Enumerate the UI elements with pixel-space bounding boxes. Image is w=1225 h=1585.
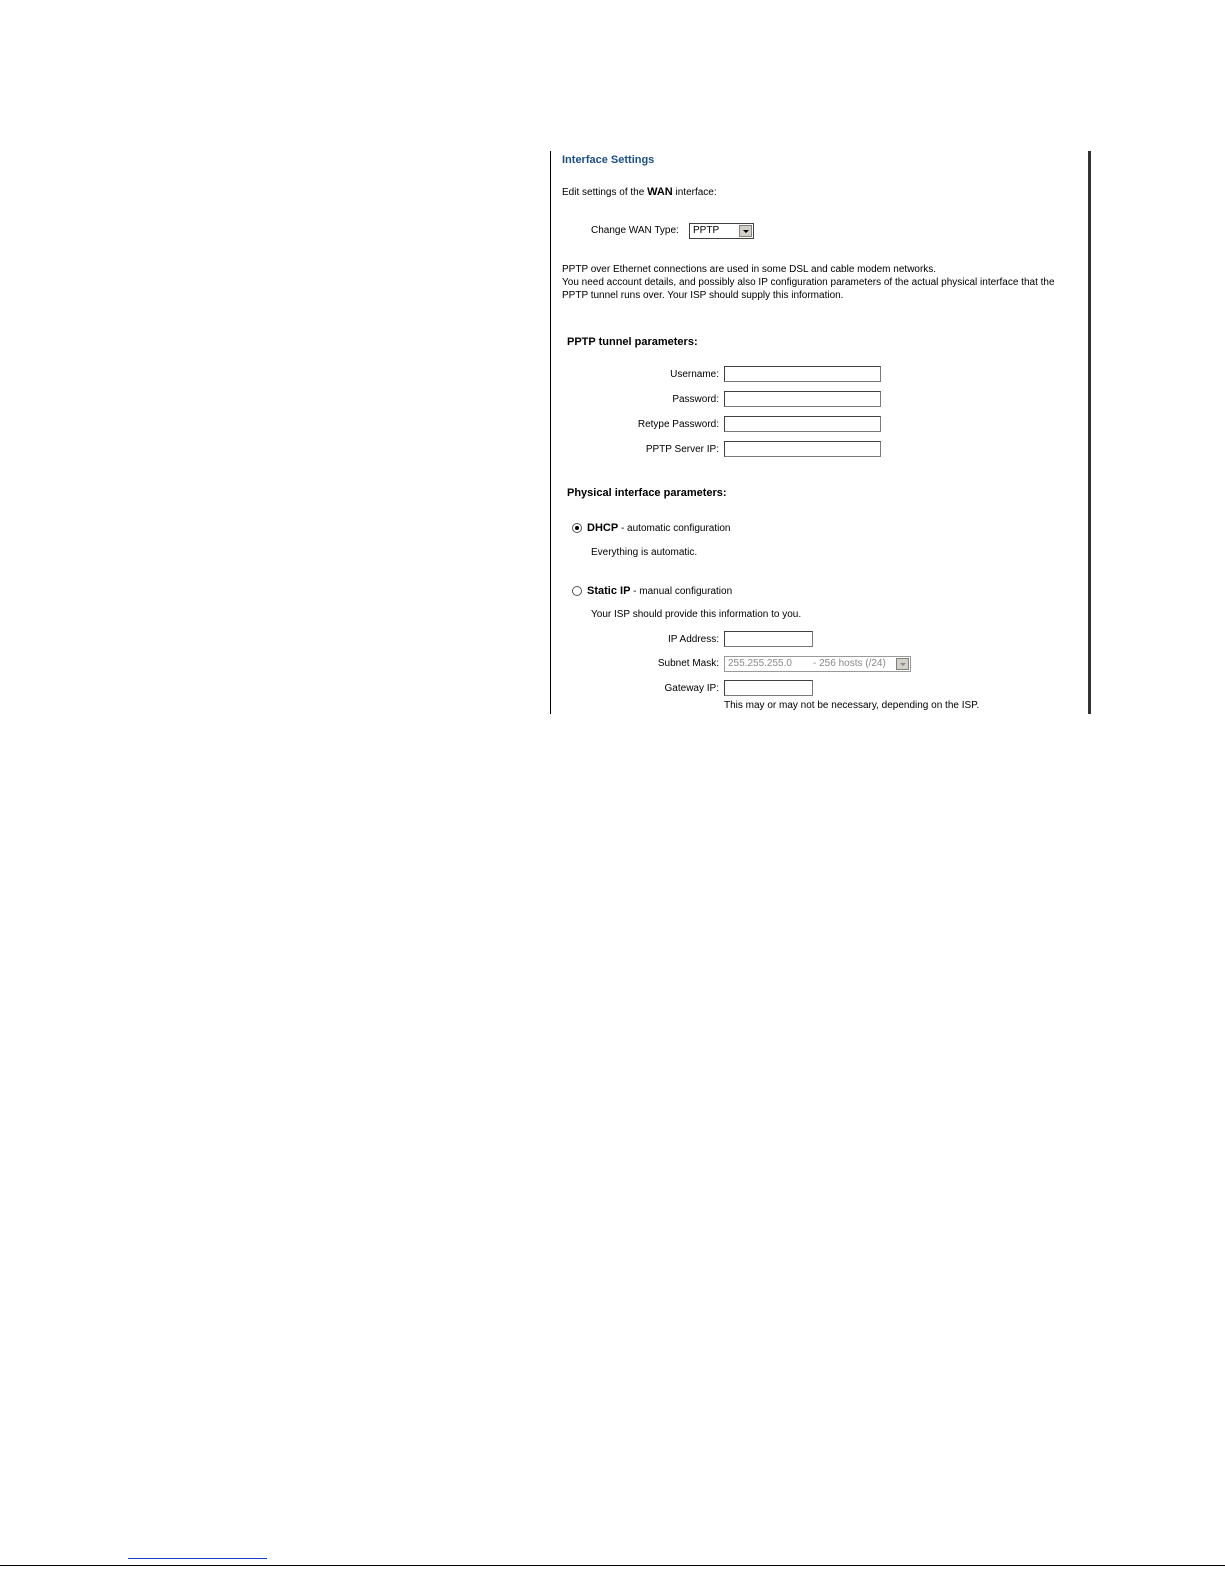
physical-heading: Physical interface parameters: <box>567 487 727 499</box>
gateway-ip-input[interactable] <box>724 680 813 696</box>
intro-text <box>562 186 717 198</box>
subnet-mask-value: 255.255.255.0 <box>728 658 792 669</box>
description-line-3: PPTP tunnel runs over. Your ISP should supply this information. <box>562 290 844 301</box>
static-ip-radio[interactable] <box>572 586 582 596</box>
intro-suffix: interface: <box>672 187 717 198</box>
dhcp-note: Everything is automatic. <box>591 547 698 558</box>
password-input[interactable] <box>724 391 881 407</box>
interface-settings-panel <box>550 151 1091 714</box>
username-label: Username: <box>670 369 719 380</box>
static-ip-title: Static IP <box>587 585 631 597</box>
static-ip-suffix: - manual configuration <box>630 586 733 597</box>
intro-prefix: Edit settings of the <box>562 187 648 198</box>
subnet-mask-select[interactable] <box>724 656 911 672</box>
wan-type-value: PPTP <box>693 225 720 236</box>
dhcp-title: DHCP <box>587 522 619 534</box>
wan-type-select[interactable] <box>689 223 754 239</box>
subnet-mask-label: Subnet Mask: <box>657 658 719 669</box>
username-input[interactable] <box>724 366 881 382</box>
retype-password-label: Retype Password: <box>637 419 719 430</box>
pptp-server-ip-label: PPTP Server IP: <box>645 444 719 455</box>
footer-rule <box>0 1565 1225 1566</box>
ip-address-label: IP Address: <box>668 634 719 645</box>
pptp-server-ip-input[interactable] <box>724 441 881 457</box>
description-line-1: PPTP over Ethernet connections are used in some DSL and cable modem networks. <box>562 264 937 275</box>
ip-address-input[interactable] <box>724 631 813 647</box>
gateway-note: This may or may not be necessary, depending on the ISP. <box>724 700 980 711</box>
static-ip-option-label <box>587 585 732 597</box>
dhcp-suffix: - automatic configuration <box>618 523 731 534</box>
page-title: Interface Settings <box>562 154 655 166</box>
chevron-down-icon <box>896 658 909 670</box>
intro-wan: WAN <box>647 186 673 198</box>
gateway-ip-label: Gateway IP: <box>664 683 719 694</box>
chevron-down-icon <box>739 225 752 237</box>
dhcp-option-label <box>587 522 730 534</box>
footer-link-underline <box>128 1558 267 1559</box>
tunnel-heading: PPTP tunnel parameters: <box>567 336 698 348</box>
retype-password-input[interactable] <box>724 416 881 432</box>
static-ip-note: Your ISP should provide this information to you. <box>591 609 802 620</box>
subnet-mask-hosts: - 256 hosts (/24) <box>813 658 886 669</box>
dhcp-radio[interactable] <box>572 523 582 533</box>
description-line-2: You need account details, and possibly also IP configuration parameters of the actual physical interface that the <box>562 277 1055 288</box>
password-label: Password: <box>672 394 719 405</box>
wan-type-label: Change WAN Type: <box>591 225 679 236</box>
